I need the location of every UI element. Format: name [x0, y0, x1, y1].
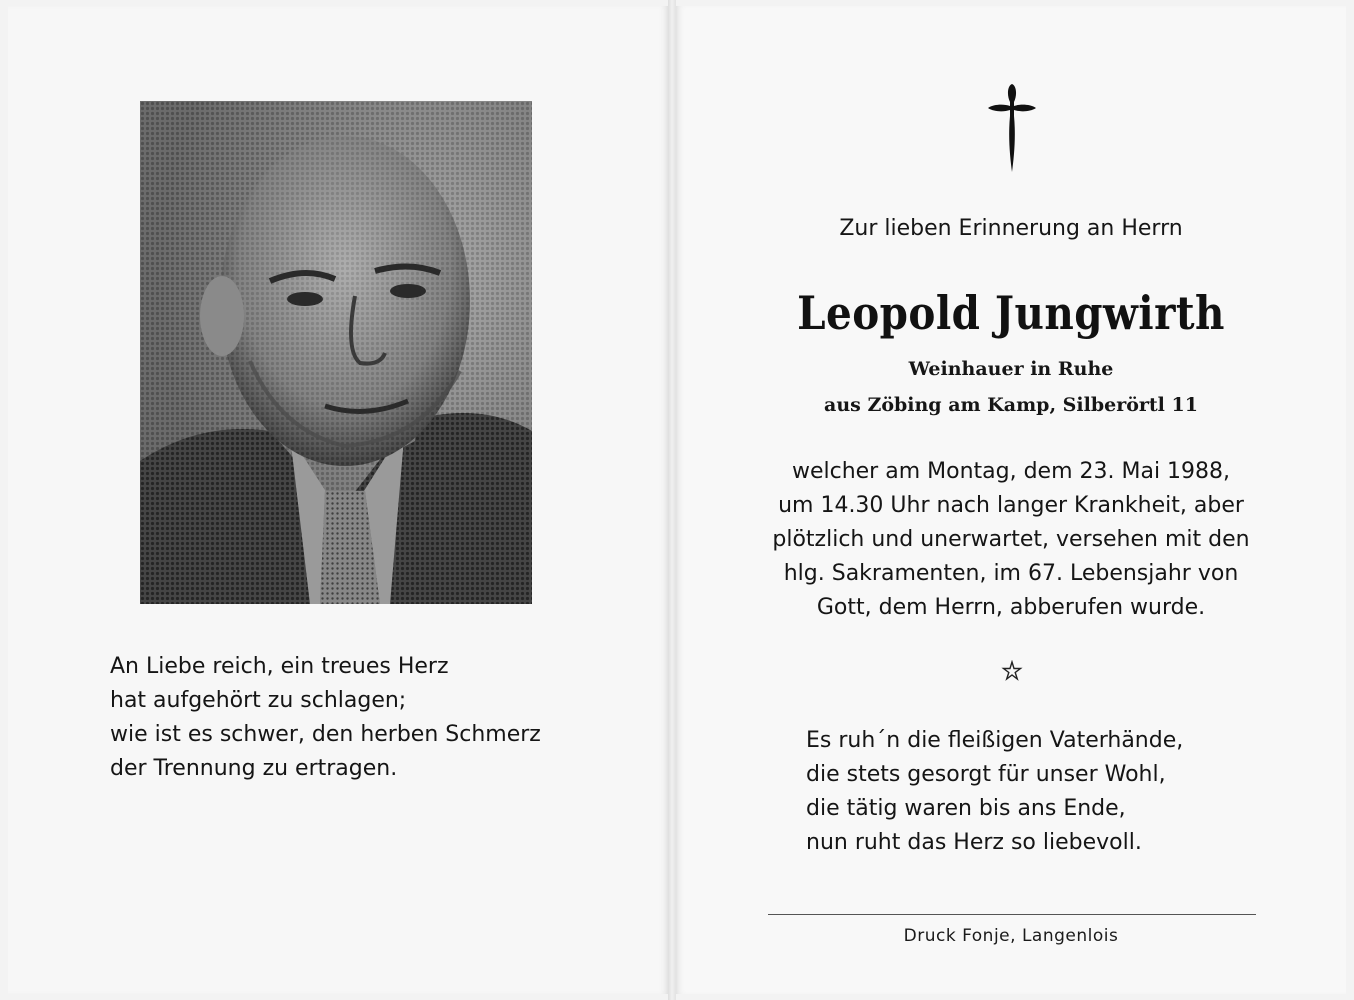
right-poem — [806, 724, 1306, 860]
poem-line: die stets gesorgt für unser Wohl, — [806, 762, 1166, 787]
deceased-name: Leopold Jungwirth — [797, 286, 1225, 340]
printer-imprint: Druck Fonje, Langenlois — [903, 926, 1119, 946]
occupation: Weinhauer in Ruhe — [908, 358, 1114, 380]
star-icon — [1001, 660, 1023, 682]
address: aus Zöbing am Kamp, Silberörtl 11 — [824, 394, 1198, 416]
death-notice-text — [676, 455, 1346, 625]
poem-line: die tätig waren bis ans Ende, — [806, 796, 1126, 821]
divider-line — [768, 914, 1256, 915]
intro-text: Zur lieben Erinnerung an Herrn — [839, 216, 1183, 241]
notice-line: um 14.30 Uhr nach langer Krankheit, aber — [778, 493, 1244, 518]
center-fold — [668, 0, 676, 1000]
cross-icon — [986, 82, 1038, 174]
poem-line: wie ist es schwer, den herben Schmerz — [110, 722, 541, 747]
left-poem — [110, 650, 630, 786]
poem-line: An Liebe reich, ein treues Herz — [110, 654, 449, 679]
poem-line: Es ruh´n die fleißigen Vaterhände, — [806, 728, 1184, 753]
poem-line: der Trennung zu ertragen. — [110, 756, 398, 781]
notice-line: Gott, dem Herrn, abberufen wurde. — [816, 595, 1206, 620]
portrait-photo — [140, 101, 532, 604]
notice-line: hlg. Sakramenten, im 67. Lebensjahr von — [783, 561, 1239, 586]
notice-line: welcher am Montag, dem 23. Mai 1988, — [791, 459, 1231, 484]
notice-line: plötzlich und unerwartet, versehen mit den — [772, 527, 1250, 552]
poem-line: hat aufgehört zu schlagen; — [110, 688, 407, 713]
poem-line: nun ruht das Herz so liebevoll. — [806, 830, 1142, 855]
